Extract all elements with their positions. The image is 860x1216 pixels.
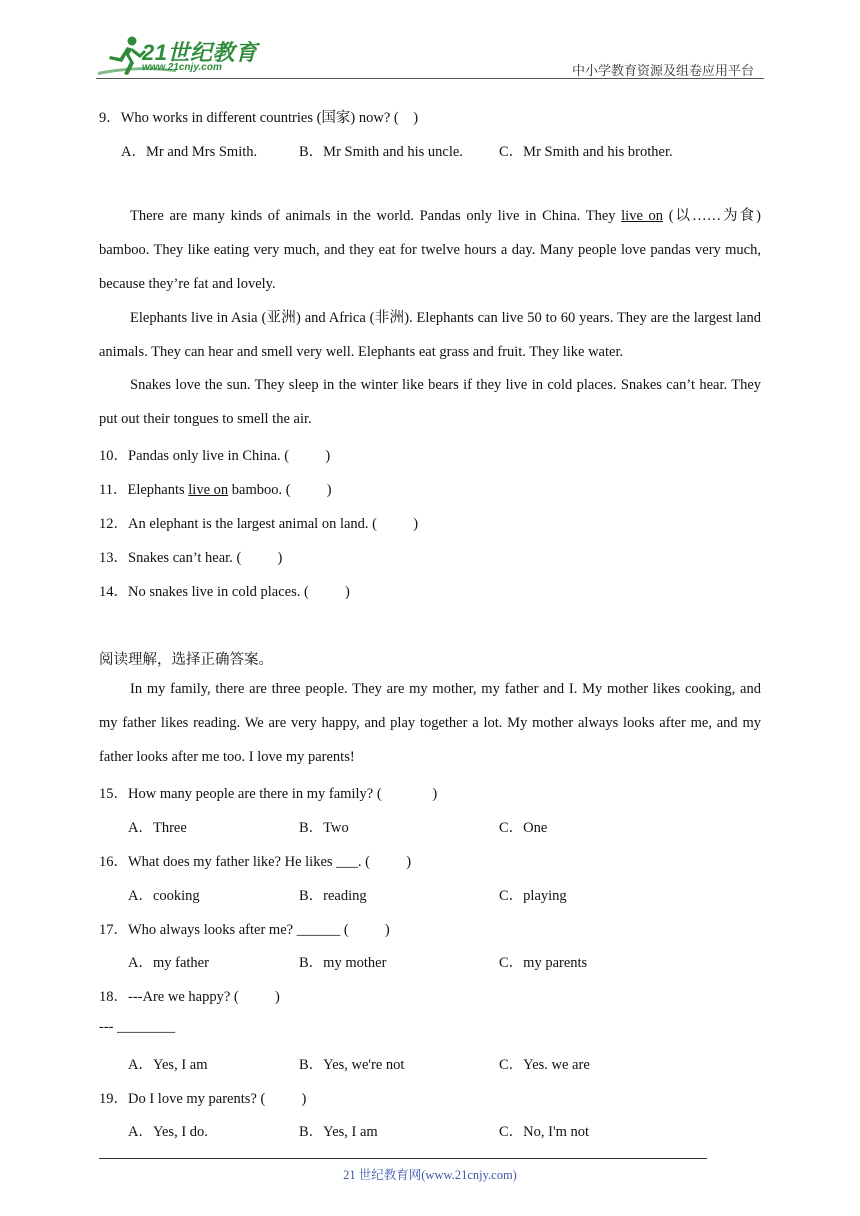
q19-option-a: A．Yes, I do.: [128, 1124, 208, 1140]
q9-option-a: A．Mr and Mrs Smith.: [121, 144, 258, 160]
footer-divider: [99, 1158, 707, 1159]
q16-option-a: A．cooking: [128, 888, 200, 904]
q15-option-b: B．Two: [299, 820, 349, 836]
header-divider: [96, 78, 764, 79]
question-9: 9．Who works in different countries (国家) now? ( ): [99, 110, 419, 126]
passage-paragraph-3: Snakes love the sun. They sleep in the winter like bears if they live in cold places. Snakes can’t hear. They put out their tongues to smell the air.: [99, 377, 761, 427]
question-14: 14．No snakes live in cold places. ( ): [99, 584, 350, 600]
q17-option-b: B．my mother: [299, 955, 387, 971]
q18-option-a: A．Yes, I am: [128, 1057, 208, 1073]
passage-paragraph-2: Elephants live in Asia (亚洲) and Africa (非洲). Elephants can live 50 to 60 years. They are the largest land animals. They can hear and smell very well. Elephants eat grass and fruit. They like water.: [99, 310, 761, 360]
q9-option-b: B．Mr Smith and his uncle.: [299, 144, 463, 160]
q9-option-c: C．Mr Smith and his brother.: [499, 144, 673, 160]
question-18: 18．---Are we happy? ( ): [99, 989, 280, 1005]
site-name: 中小学教育资源及组卷应用平台: [571, 63, 754, 78]
q17-option-c: C．my parents: [499, 955, 588, 971]
q15-option-c: C．One: [499, 820, 548, 836]
question-13: 13．Snakes can’t hear. ( ): [99, 550, 283, 566]
passage-paragraph-1: There are many kinds of animals in the world. Pandas only live in China. They live on (以……为食) bamboo. They like eating very much, and they eat for twelve hours a day. Many people love pandas very much, because they’re fat and lovely.: [99, 208, 761, 292]
logo-url: www.21cnjy.com: [142, 62, 222, 73]
q16-option-b: B．reading: [299, 888, 367, 904]
logo-text: 21世纪教育: [142, 40, 258, 65]
question-15: 15．How many people are there in my family? ( ): [99, 786, 438, 802]
q18-option-c: C．Yes. we are: [499, 1057, 590, 1073]
footer-text: 21 世纪教育网(www.21cnjy.com): [343, 1168, 517, 1182]
q15-option-a: A．Three: [128, 820, 187, 836]
question-12: 12．An elephant is the largest animal on land. ( ): [99, 516, 419, 532]
underlined-phrase: live on: [621, 208, 664, 224]
question-18-response: --- ________: [99, 1019, 176, 1035]
question-16: 16．What does my father like? He likes ___. ( ): [99, 854, 412, 870]
question-17: 17．Who always looks after me? ______ ( ): [99, 922, 390, 938]
q19-option-c: C．No, I'm not: [499, 1124, 590, 1140]
question-10: 10．Pandas only live in China. ( ): [99, 448, 331, 464]
q19-option-b: B．Yes, I am: [299, 1124, 378, 1140]
q18-option-b: B．Yes, we're not: [299, 1057, 405, 1073]
q17-option-a: A．my father: [128, 955, 209, 971]
passage-family: In my family, there are three people. They are my mother, my father and I. My mother likes cooking, and my father likes reading. We are very happy, and play together a lot. My mother always looks after me, and my father looks after me too. I love my parents!: [99, 681, 761, 765]
section-instruction: 阅读理解，选择正确答案。: [99, 652, 273, 668]
question-19: 19．Do I love my parents? ( ): [99, 1091, 307, 1107]
question-11: 11．Elephants live on bamboo. ( ): [99, 482, 332, 498]
q16-option-c: C．playing: [499, 888, 567, 904]
